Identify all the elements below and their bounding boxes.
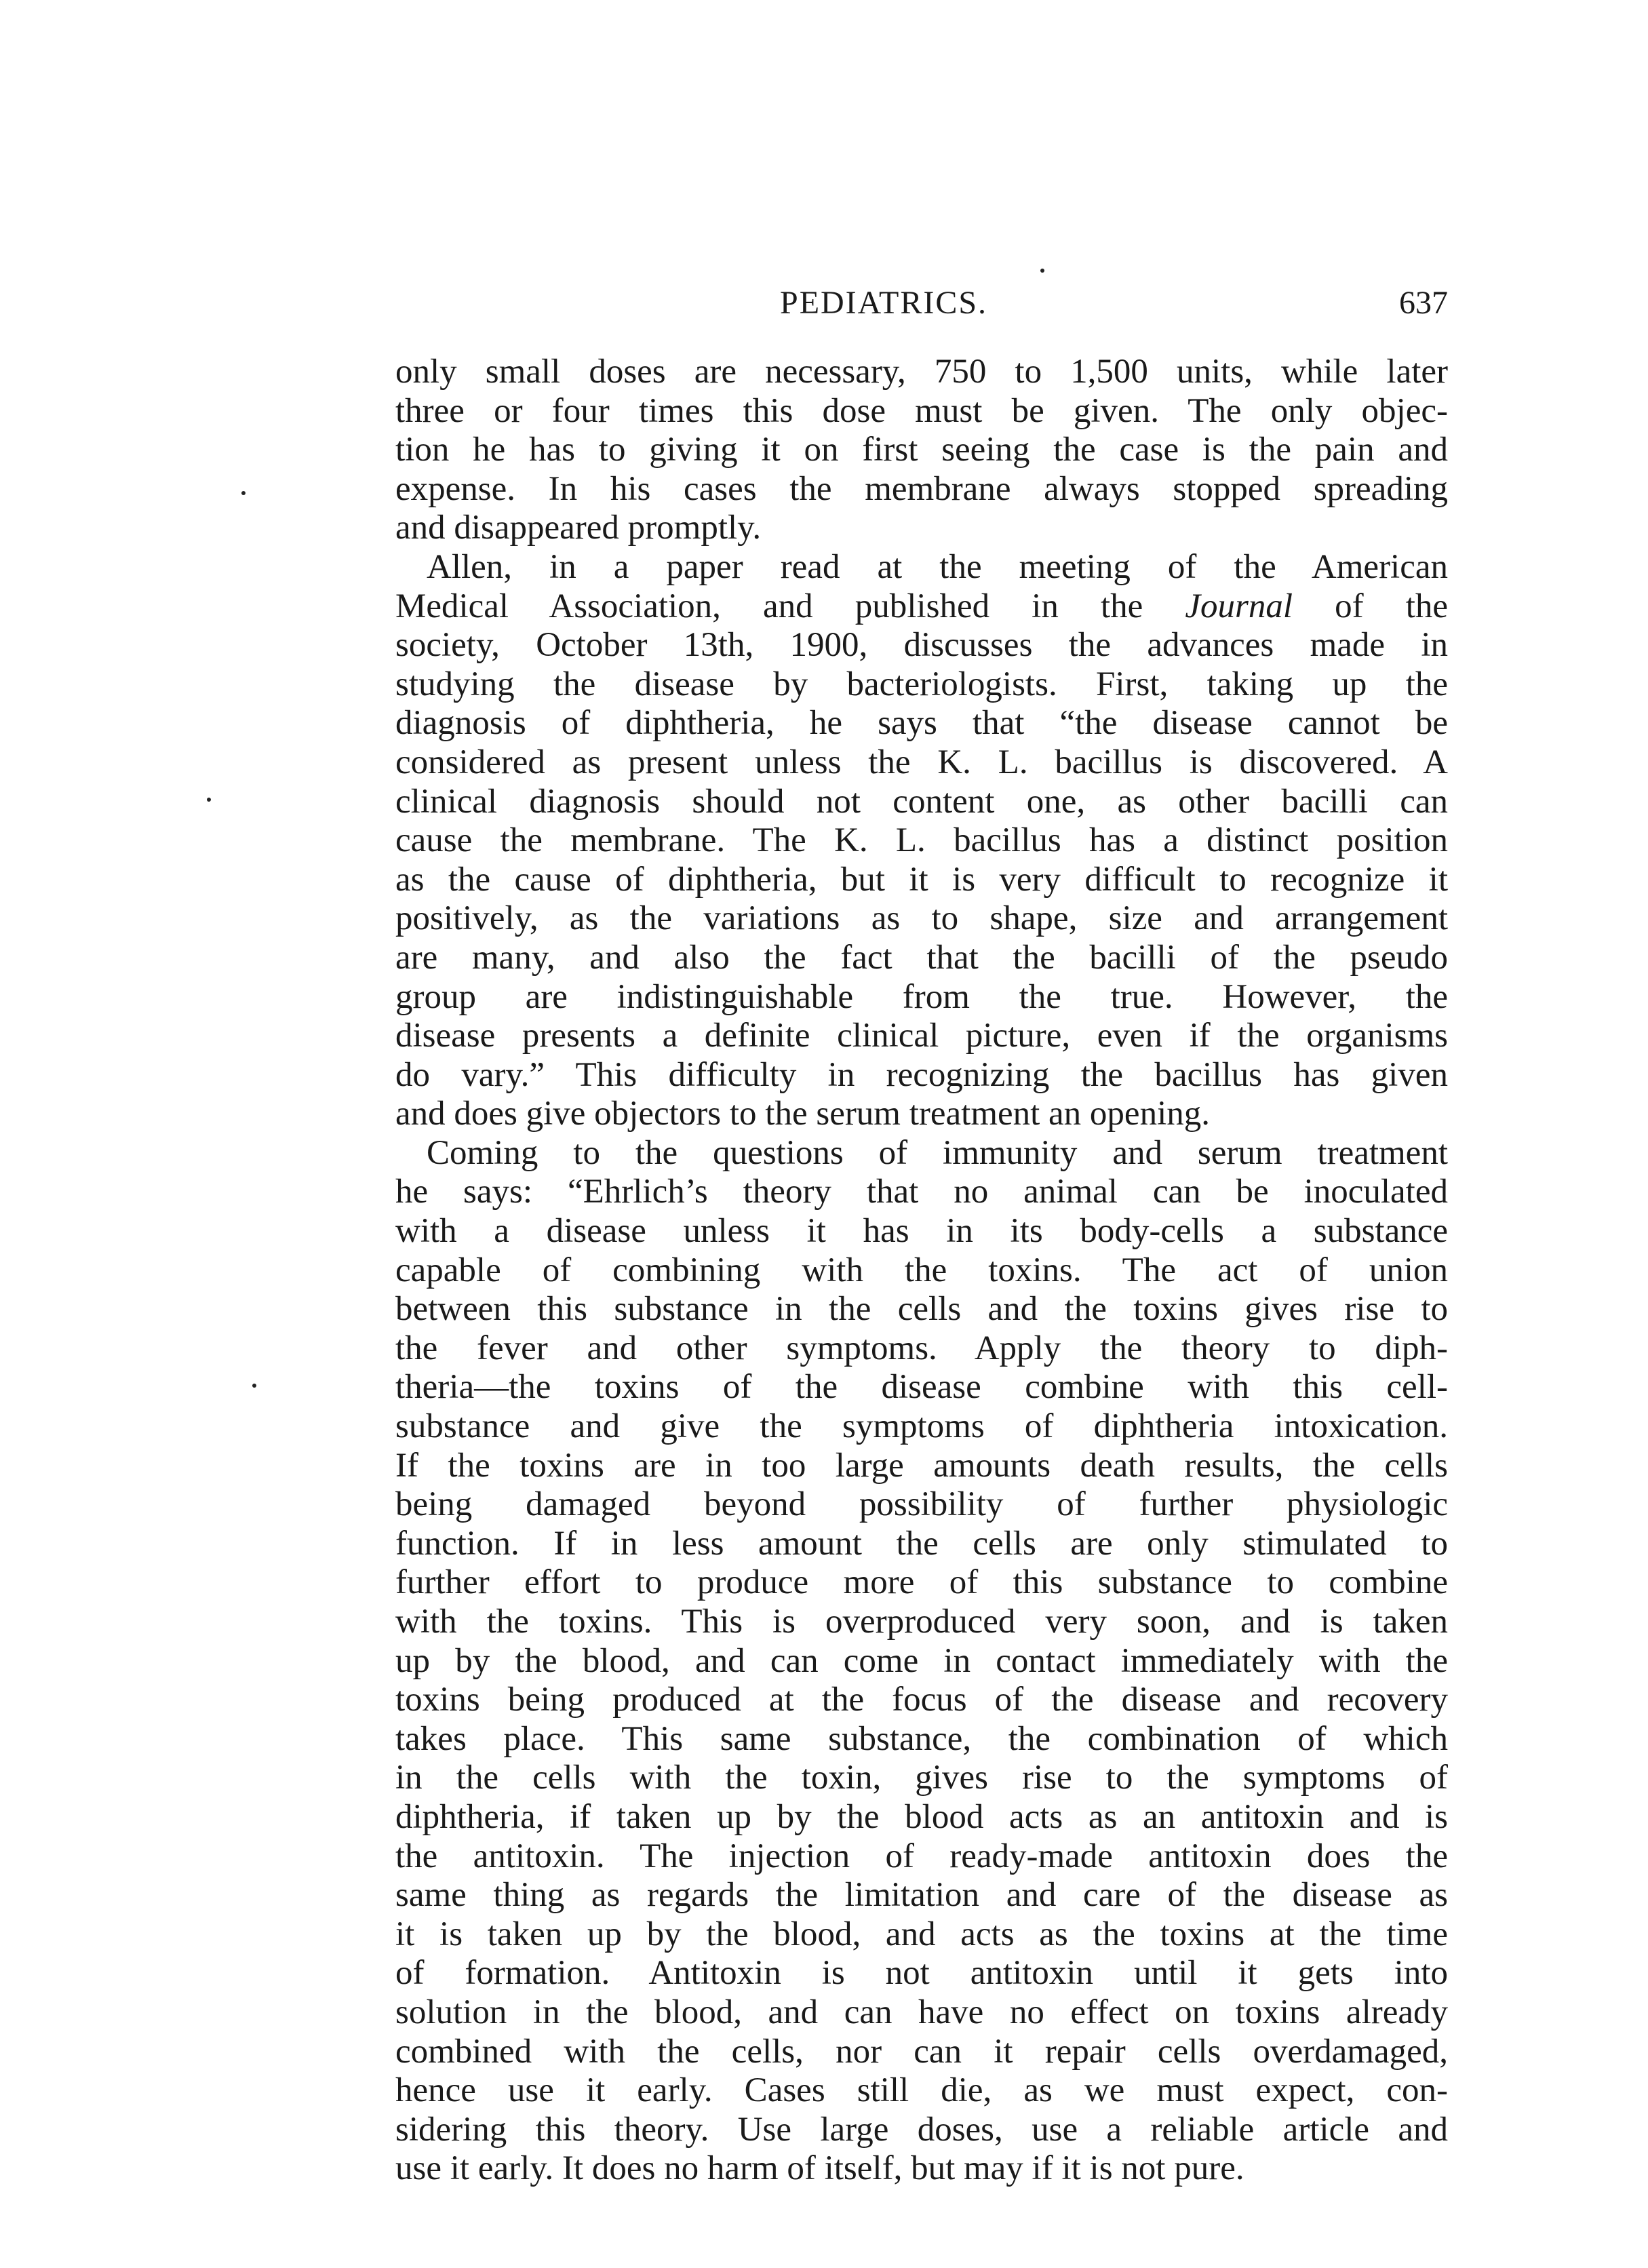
running-head: PEDIATRICS. xyxy=(780,285,988,321)
text-line xyxy=(395,1447,1448,1486)
text-line xyxy=(395,1329,1448,1369)
text-line xyxy=(395,1290,1448,1329)
text-line xyxy=(395,1798,1448,1837)
line-text: Medical Association, and published in the xyxy=(395,587,1143,625)
text-line xyxy=(395,1720,1448,1759)
line-text: diagnosis of diphtheria, he says that “the disease cannot be xyxy=(395,704,1448,743)
text-line xyxy=(395,1017,1448,1056)
text-line xyxy=(395,431,1448,470)
italic-title: Journal xyxy=(1185,587,1293,625)
line-text: with the toxins. This is overproduced very soon, and is taken xyxy=(395,1603,1448,1641)
text-line xyxy=(395,1876,1448,1915)
line-text: takes place. This same substance, the combination of which xyxy=(395,1719,1448,1758)
text-line xyxy=(395,353,1448,392)
line-text: same thing as regards the limitation and care of the disease as xyxy=(395,1876,1448,1915)
line-text: further effort to produce more of this substance to combine xyxy=(395,1563,1448,1602)
line-text: Coming to the questions of immunity and serum treatment xyxy=(427,1133,1448,1172)
text-line xyxy=(395,821,1448,861)
text-line xyxy=(395,978,1448,1017)
text-line xyxy=(395,1173,1448,1212)
line-text: only small doses are necessary, 750 to 1,500 units, while later xyxy=(395,353,1448,391)
text-line xyxy=(395,1056,1448,1095)
print-speck xyxy=(241,491,246,495)
print-speck xyxy=(252,1384,256,1388)
text-line xyxy=(395,2149,1448,2189)
line-text: the fever and other symptoms. Apply the theory to diph- xyxy=(395,1329,1448,1367)
text-line xyxy=(395,1525,1448,1564)
text-line xyxy=(395,2033,1448,2072)
line-text: theria—the toxins of the disease combine with this cell- xyxy=(395,1368,1448,1407)
text-line xyxy=(395,1993,1448,2033)
text-line xyxy=(395,1603,1448,1642)
line-text: between this substance in the cells and the toxins gives rise to xyxy=(395,1290,1448,1329)
line-text: society, October 13th, 1900, discusses the advances made in xyxy=(395,626,1448,665)
text-line xyxy=(395,1954,1448,1993)
line-text: If the toxins are in too large amounts death results, the cells xyxy=(395,1446,1448,1485)
text-line xyxy=(395,704,1448,743)
text-line xyxy=(395,548,1448,587)
line-text: sidering this theory. Use large doses, use a reliable article and xyxy=(395,2110,1448,2149)
line-text: use it early. It does no harm of itself, but may if it is not pure. xyxy=(395,2149,1244,2188)
text-line xyxy=(395,1251,1448,1291)
line-text: hence use it early. Cases still die, as we must expect, con- xyxy=(395,2071,1448,2110)
text-line xyxy=(395,1759,1448,1798)
text-line xyxy=(395,743,1448,783)
text-line xyxy=(395,1681,1448,1720)
line-text: of formation. Antitoxin is not antitoxin until it gets into xyxy=(395,1954,1448,1993)
line-text: tion he has to giving it on first seeing the case is the pain and xyxy=(395,431,1448,469)
text-line xyxy=(395,1642,1448,1681)
line-text: with a disease unless it has in its body-cells a substance xyxy=(395,1212,1448,1251)
line-text: capable of combining with the toxins. The act of union xyxy=(395,1251,1448,1289)
line-text: cause the membrane. The K. L. bacillus has a distinct position xyxy=(395,821,1448,860)
text-line xyxy=(395,665,1448,705)
print-speck xyxy=(1040,269,1044,273)
text-line xyxy=(395,939,1448,978)
line-text: it is taken up by the blood, and acts as the toxins at the time xyxy=(395,1915,1448,1953)
text-line xyxy=(395,2071,1448,2111)
line-text: and disappeared promptly. xyxy=(395,509,762,547)
text-line xyxy=(395,470,1448,509)
text-line xyxy=(395,509,1448,548)
text-line xyxy=(395,1368,1448,1407)
line-text: function. If in less amount the cells are only stimulated to xyxy=(395,1524,1448,1563)
line-text: studying the disease by bacteriologists. First, taking up the xyxy=(395,665,1448,703)
line-text: diphtheria, if taken up by the blood acts as an antitoxin and is xyxy=(395,1797,1448,1836)
text-line xyxy=(395,1837,1448,1877)
text-line xyxy=(395,392,1448,431)
line-text: and does give objectors to the serum treatment an opening. xyxy=(395,1095,1210,1133)
text-line xyxy=(395,1212,1448,1251)
text-line xyxy=(395,2111,1448,2150)
line-text: are many, and also the fact that the bacilli of the pseudo xyxy=(395,938,1448,977)
text-line xyxy=(395,1407,1448,1447)
print-speck xyxy=(207,798,211,802)
line-text: being damaged beyond possibility of further physiologic xyxy=(395,1485,1448,1524)
line-text: in the cells with the toxin, gives rise to the symptoms of xyxy=(395,1759,1448,1797)
line-text: as the cause of diphtheria, but it is very difficult to recognize it xyxy=(395,860,1448,899)
text-line xyxy=(395,899,1448,939)
line-text: up by the blood, and can come in contact immediately with the xyxy=(395,1641,1448,1680)
body-text xyxy=(395,353,1448,2189)
line-text: positively, as the variations as to shape, size and arrangement xyxy=(395,899,1448,938)
line-text: disease presents a definite clinical picture, even if the organisms xyxy=(395,1017,1448,1055)
line-text: Allen, in a paper read at the meeting of the American xyxy=(427,547,1448,586)
page-number: 637 xyxy=(1399,285,1448,321)
line-text: he says: “Ehrlich’s theory that no animal can be inoculated xyxy=(395,1173,1448,1211)
line-text: combined with the cells, nor can it repair cells overdamaged, xyxy=(395,2032,1448,2071)
line-text: expense. In his cases the membrane always stopped spreading xyxy=(395,469,1448,508)
text-line xyxy=(395,1485,1448,1525)
line-text: clinical diagnosis should not content one, as other bacilli can xyxy=(395,782,1448,821)
text-line xyxy=(395,783,1448,822)
page-header xyxy=(400,279,1448,327)
line-text: three or four times this dose must be given. The only objec- xyxy=(395,391,1448,430)
line-text: toxins being produced at the focus of the disease and recovery xyxy=(395,1681,1448,1719)
line-text: group are indistinguishable from the true. However, the xyxy=(395,977,1448,1016)
text-line xyxy=(395,861,1448,900)
text-line xyxy=(395,587,1448,627)
text-line xyxy=(395,1915,1448,1955)
line-text: substance and give the symptoms of diphtheria intoxication. xyxy=(395,1407,1448,1446)
text-line xyxy=(395,1095,1448,1134)
line-text: solution in the blood, and can have no effect on toxins already xyxy=(395,1993,1448,2031)
line-text: the antitoxin. The injection of ready-made antitoxin does the xyxy=(395,1837,1448,1875)
text-line xyxy=(395,1134,1448,1173)
line-text-after: of the xyxy=(1293,587,1448,625)
line-text: considered as present unless the K. L. bacillus is discovered. A xyxy=(395,743,1448,781)
text-line xyxy=(395,1563,1448,1603)
text-line xyxy=(395,626,1448,665)
line-text: do vary.” This difficulty in recognizing the bacillus has given xyxy=(395,1055,1448,1094)
